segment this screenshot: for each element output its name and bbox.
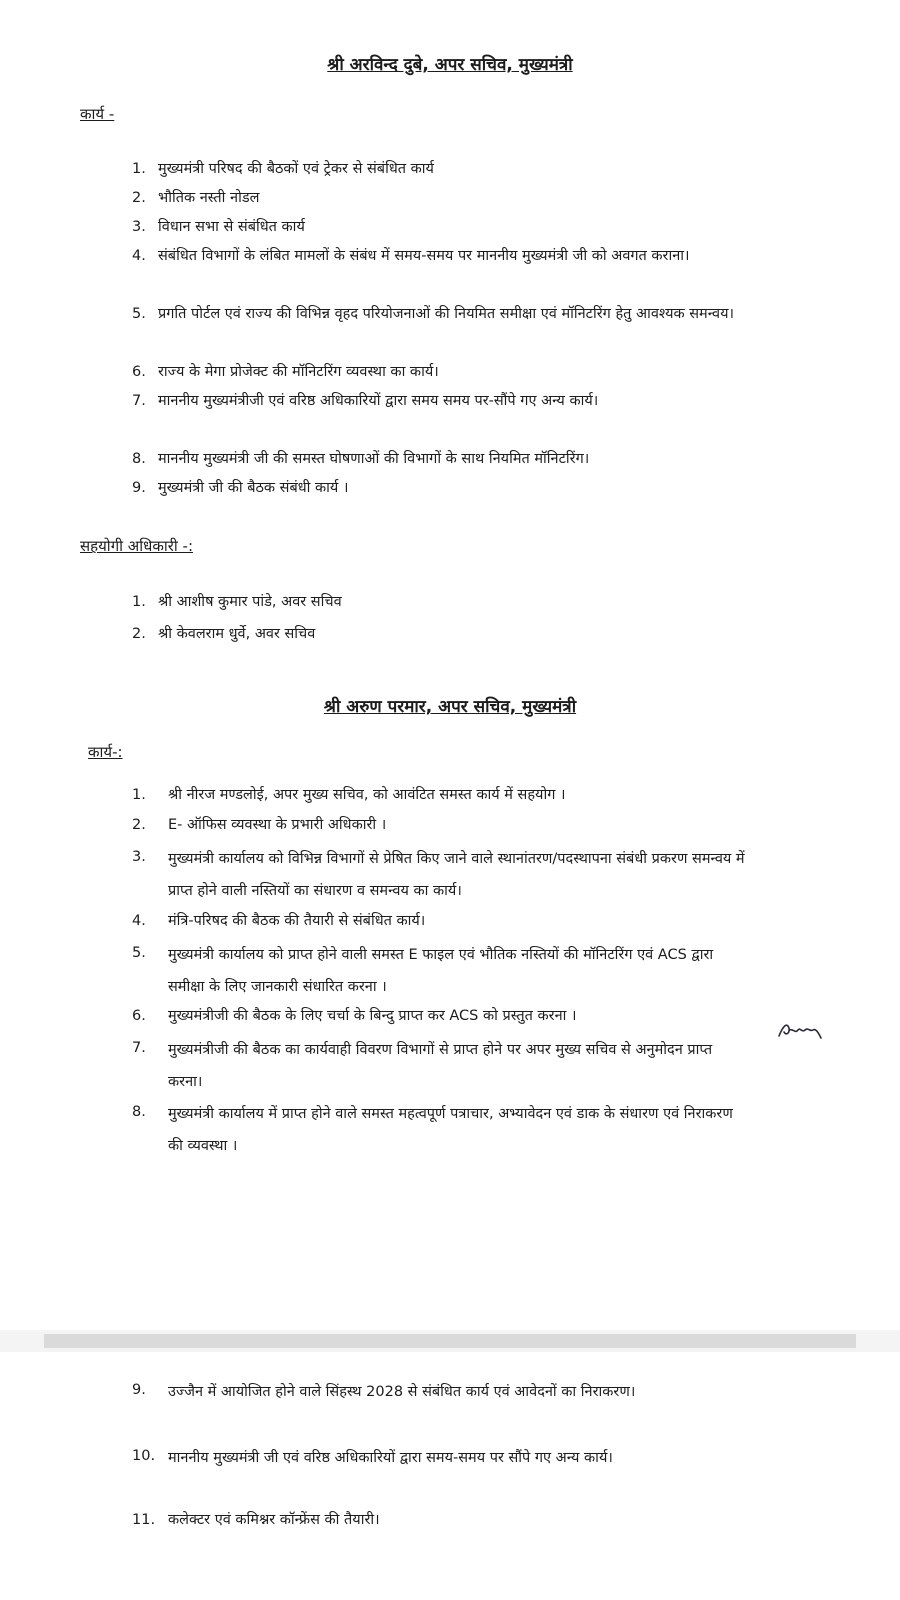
document-page-2: 9. उज्जैन में आयोजित होने वाले सिंहस्थ 2028 से संबंधित कार्य एवं आवेदनों का निराकरण। 10. माननीय मुख्यमंत्री जी एवं वरिष्ठ अधिकारियों द्वारा समय-समय पर सौंपे गए अन्य कार्य। 11. कलेक्टर एवं कमिश्नर कॉन्फ्रेंस की तैयारी। (0, 1352, 900, 1600)
handwritten-initials (777, 1018, 823, 1044)
section1-heading: श्री अरविन्द दुबे, अपर सचिव, मुख्यमंत्री (327, 55, 573, 75)
document-page-1: श्री अरविन्द दुबे, अपर सचिव, मुख्यमंत्री कार्य - 1. मुख्यमंत्री परिषद की बैठकों एवं ट्रेकर से संबंधित कार्य 2. भौतिक नस्ती नोडल 3. विधान सभा से संबंधित कार्य 4. संबंधित विभागों के लंबित मामलों के संबंध में समय-समय पर माननीय मुख्यमंत्री जी को अवगत कराना। 5. प्रगति पोर्टल एवं राज्य की विभिन्न वृहद परियोजनाओं की नियमित समीक्षा एवं मॉनिटरिंग हेतु आवश्यक समन्वय। 6. राज्य के मेगा प्रोजेक्ट की मॉनिटरिंग व्यवस्था का कार्य। 7. माननीय मुख्यमंत्रीजी एवं वरिष्ठ अधिकारियों द्वारा समय समय पर-सौंपे गए अन्य कार्य। 8. माननीय मुख्यमंत्री जी की समस्त घोषणाओं की विभागों के साथ नियमित मॉनिटरिंग। 9. मुख्यमंत्री जी की बैठक संबंधी कार्य । सहयोगी अधिकारी -: 1. श्री आशीष कुमार पांडे, अवर सचिव 2. श्री केवलराम धुर्वे, अवर सचिव श्री अरुण परमार, अपर सचिव, मुख्यमंत्री कार्य-: 1. श्री नीरज मण्डलोई, अपर मुख्य सचिव, को आवंटित समस्त कार्य में सहयोग । 2. E- ऑफिस व्यवस्था के प्रभारी अधिकारी । 3. मुख्यमंत्री कार्यालय को विभिन्न विभागों से प्रेषित किए जाने वाले स्थानांतरण/पदस्थापना संबंधी प्रकरण समन्वय में प्राप्त होने वाली नस्तियों का संधारण व समन्वय का कार्य। 4. मंत्रि-परिषद की बैठक की तैयारी से संबंधित कार्य। 5. मुख्यमंत्री कार्यालय को प्राप्त होने वाली समस्त E फाइल एवं भौतिक नस्तियों की मॉनिटरिंग एवं ACS द्वारा समीक्षा के लिए जानकारी संधारित करना । 6. मुख्यमंत्रीजी की बैठक के लिए चर्चा के बिन्दु प्राप्त कर ACS को प्रस्तुत करना । 7. मुख्यमंत्रीजी की बैठक का कार्यवाही विवरण विभागों से प्राप्त होने पर अपर मुख्य सचिव से अनुमोदन प्राप्त करना। 8. मुख्यमंत्री कार्यालय में प्राप्त होने वाले समस्त महत्वपूर्ण पत्राचार, अभ्यावेदन एवं डाक के संधारण एवं निराकरण की व्यवस्था । (0, 0, 900, 1330)
section1-tasks-label: कार्य - (80, 105, 115, 123)
page-separator (44, 1334, 856, 1348)
support-officers-label: सहयोगी अधिकारी -: (80, 537, 194, 555)
section2-tasks-label: कार्य-: (88, 743, 123, 761)
section2-heading: श्री अरुण परमार, अपर सचिव, मुख्यमंत्री (323, 697, 577, 717)
